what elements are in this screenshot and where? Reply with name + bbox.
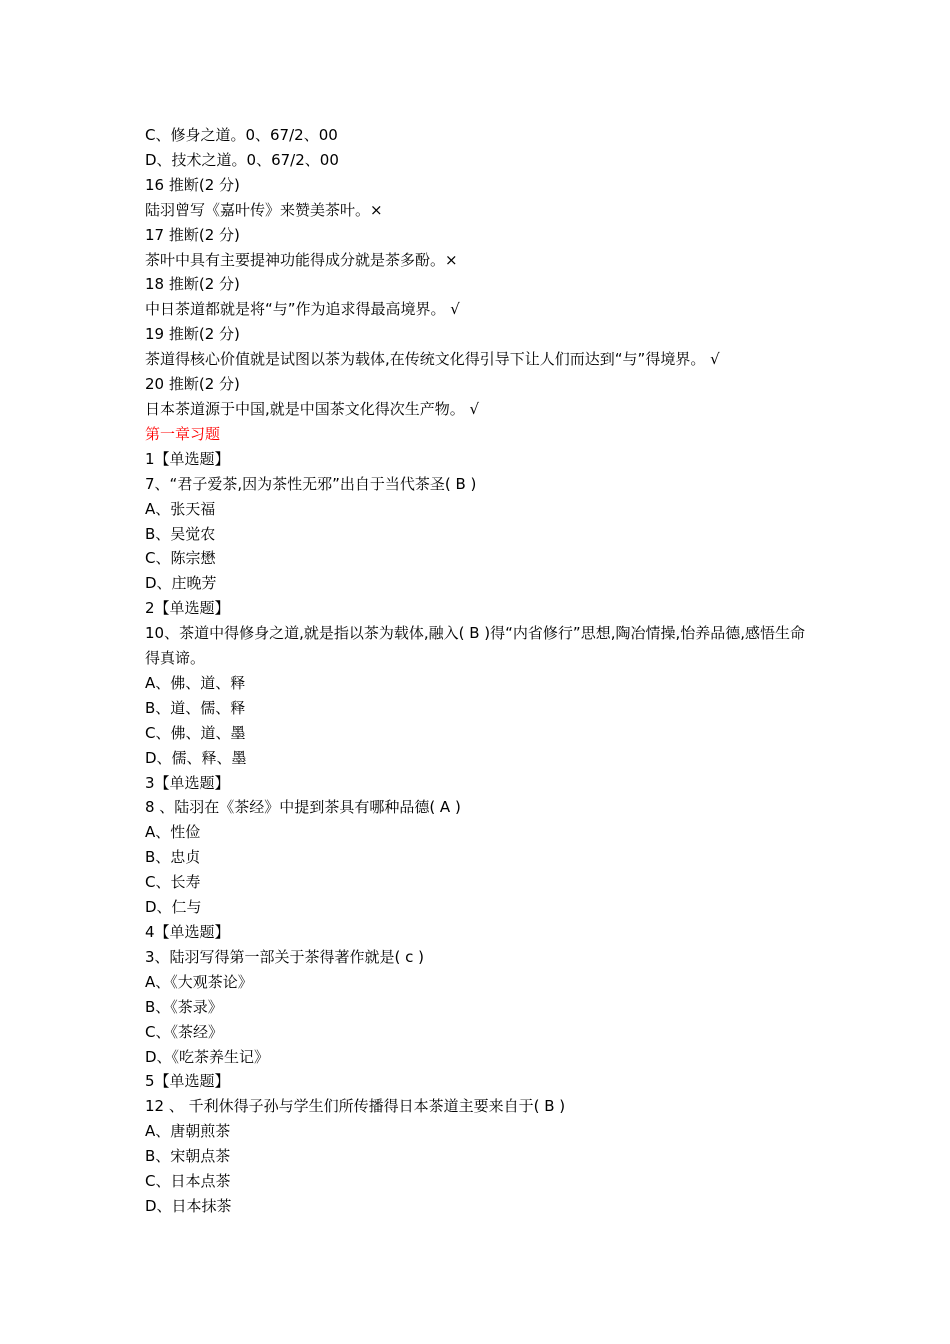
question-text: 茶叶中具有主要提神功能得成分就是茶多酚。× [145, 250, 458, 269]
question-number: 18 推断(2 分) [145, 275, 240, 294]
answer-option: D、儒、释、墨 [145, 748, 247, 767]
question-text: 7、“君子爱茶,因为茶性无邪”出自于当代茶圣( B ) [145, 474, 477, 493]
answer-option: A、《大观茶论》 [145, 972, 253, 991]
answer-option: C、《茶经》 [145, 1022, 223, 1041]
answer-option: B、忠贞 [145, 848, 201, 867]
answer-option: A、唐朝煎茶 [145, 1122, 231, 1141]
question-text: 陆羽曾写《嘉叶传》来赞美茶叶。× [145, 200, 383, 219]
question-text: 10、茶道中得修身之道,就是指以茶为载体,融入( B )得“内省修行”思想,陶冶情操,怡养品德,感悟生命得真谛。 [145, 624, 806, 668]
answer-option: A、张天福 [145, 499, 216, 518]
answer-option: C、日本点茶 [145, 1172, 231, 1191]
answer-option: C、长寿 [145, 873, 201, 892]
question-text: 日本茶道源于中国,就是中国茶文化得次生产物。 √ [145, 399, 480, 418]
question-number: 1【单选题】 [145, 449, 230, 468]
answer-option: D、《吃茶养生记》 [145, 1047, 270, 1066]
document-body [145, 123, 810, 1219]
question-number: 16 推断(2 分) [145, 175, 240, 194]
question-number: 5【单选题】 [145, 1072, 230, 1091]
question-number: 2【单选题】 [145, 599, 230, 618]
answer-option: B、吴觉农 [145, 524, 216, 543]
question-text: 12 、 千利休得子孙与学生们所传播得日本茶道主要来自于( B ) [145, 1097, 566, 1116]
question-text: 茶道得核心价值就是试图以茶为载体,在传统文化得引导下让人们而达到“与”得境界。 √ [145, 350, 720, 369]
question-number: 19 推断(2 分) [145, 325, 240, 344]
answer-option: C、佛、道、墨 [145, 723, 246, 742]
answer-option: A、性俭 [145, 823, 201, 842]
answer-option: B、宋朝点茶 [145, 1147, 231, 1166]
question-text: 8 、陆羽在《茶经》中提到茶具有哪种品德( A ) [145, 798, 461, 817]
answer-option: D、庄晚芳 [145, 574, 217, 593]
answer-option: C、修身之道。0、67/2、00 [145, 126, 338, 144]
answer-option: B、道、儒、释 [145, 698, 246, 717]
question-number: 17 推断(2 分) [145, 225, 240, 244]
question-number: 4【单选题】 [145, 923, 230, 941]
answer-option: B、《茶录》 [145, 997, 223, 1016]
answer-option: D、技术之道。0、67/2、00 [145, 150, 339, 169]
chapter-heading: 第一章习题 [145, 424, 221, 443]
question-number: 20 推断(2 分) [145, 375, 240, 394]
question-text: 3、陆羽写得第一部关于茶得著作就是( c ) [145, 947, 425, 966]
answer-option: D、仁与 [145, 898, 202, 917]
question-text: 中日茶道都就是将“与”作为追求得最高境界。 √ [145, 300, 460, 319]
answer-option: D、日本抹茶 [145, 1196, 232, 1215]
answer-option: C、陈宗懋 [145, 549, 216, 568]
question-number: 3【单选题】 [145, 773, 230, 792]
answer-option: A、佛、道、释 [145, 673, 246, 692]
